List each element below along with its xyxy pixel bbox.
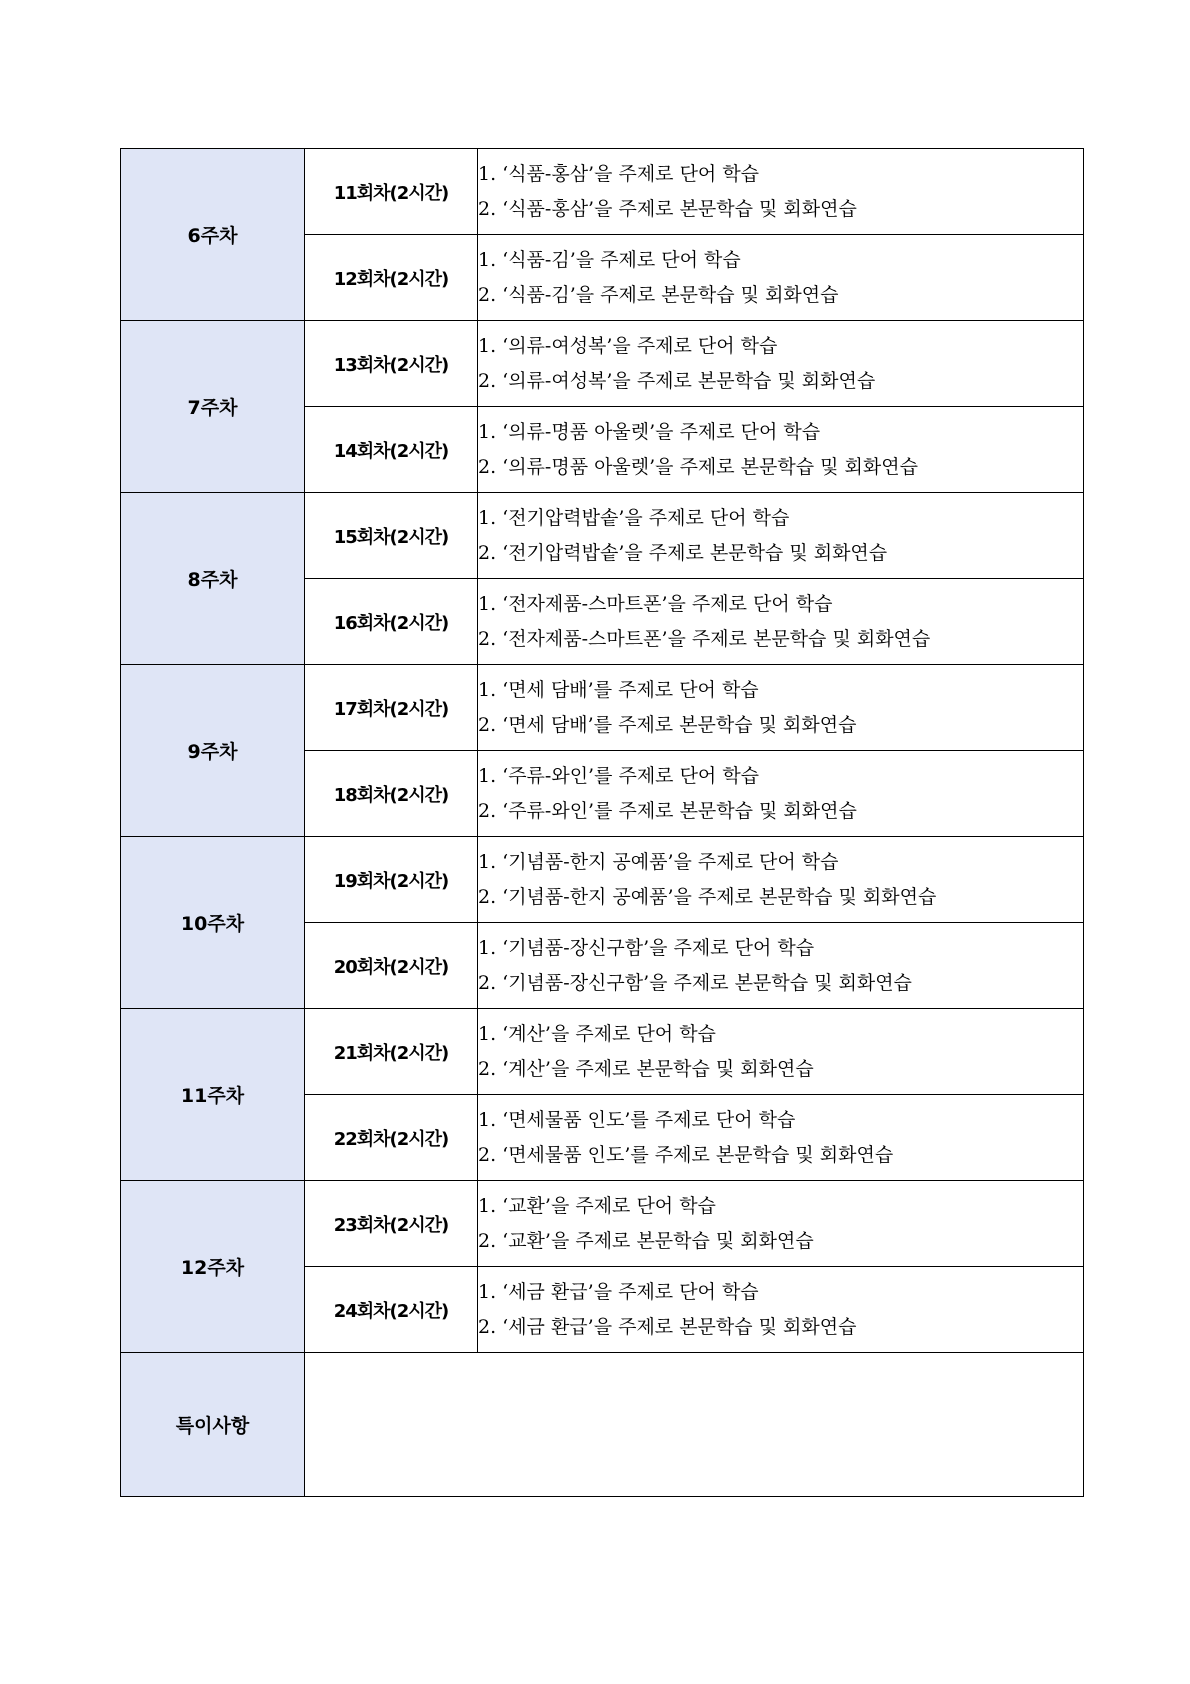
session-content — [478, 837, 1084, 923]
content-line: 2. ‘의류-여성복’을 주제로 본문학습 및 회화연습 — [478, 369, 876, 392]
content-line: 1. ‘기념품-한지 공예품’을 주제로 단어 학습 — [478, 850, 839, 873]
content-line: 2. ‘기념품-한지 공예품’을 주제로 본문학습 및 회화연습 — [478, 885, 937, 908]
content-line: 1. ‘세금 환급’을 주제로 단어 학습 — [478, 1280, 759, 1303]
session-content — [478, 321, 1084, 407]
session-label: 23회차(2시간) — [305, 1181, 478, 1267]
session-label: 13회차(2시간) — [305, 321, 478, 407]
content-line: 1. ‘의류-여성복’을 주제로 단어 학습 — [478, 334, 778, 357]
session-content — [478, 1267, 1084, 1353]
content-line: 1. ‘의류-명품 아울렛’을 주제로 단어 학습 — [478, 420, 821, 443]
schedule-row — [121, 1009, 1084, 1095]
session-label: 20회차(2시간) — [305, 923, 478, 1009]
content-line: 1. ‘식품-홍삼’을 주제로 단어 학습 — [478, 162, 760, 185]
schedule-row — [121, 149, 1084, 235]
week-label: 11주차 — [121, 1009, 305, 1181]
content-line: 1. ‘주류-와인’를 주제로 단어 학습 — [478, 764, 760, 787]
content-line: 2. ‘전기압력밥솥’을 주제로 본문학습 및 회화연습 — [478, 541, 888, 564]
session-label: 15회차(2시간) — [305, 493, 478, 579]
session-label: 22회차(2시간) — [305, 1095, 478, 1181]
session-content — [478, 1181, 1084, 1267]
session-label: 21회차(2시간) — [305, 1009, 478, 1095]
week-label: 12주차 — [121, 1181, 305, 1353]
notes-content — [305, 1353, 1084, 1497]
content-line: 2. ‘식품-홍삼’을 주제로 본문학습 및 회화연습 — [478, 197, 857, 220]
session-label: 14회차(2시간) — [305, 407, 478, 493]
session-label: 16회차(2시간) — [305, 579, 478, 665]
session-label: 24회차(2시간) — [305, 1267, 478, 1353]
content-line: 2. ‘전자제품-스마트폰’을 주제로 본문학습 및 회화연습 — [478, 627, 931, 650]
content-line: 2. ‘세금 환급’을 주제로 본문학습 및 회화연습 — [478, 1315, 857, 1338]
content-line: 1. ‘식품-김’을 주제로 단어 학습 — [478, 248, 741, 271]
content-line: 1. ‘전기압력밥솥’을 주제로 단어 학습 — [478, 506, 790, 529]
content-line: 1. ‘면세 담배’를 주제로 단어 학습 — [478, 678, 759, 701]
session-content — [478, 235, 1084, 321]
session-content — [478, 1095, 1084, 1181]
content-line: 1. ‘기념품-장신구함’을 주제로 단어 학습 — [478, 936, 815, 959]
session-label: 12회차(2시간) — [305, 235, 478, 321]
session-content — [478, 751, 1084, 837]
content-line: 2. ‘면세물품 인도’를 주제로 본문학습 및 회화연습 — [478, 1143, 894, 1166]
week-label: 9주차 — [121, 665, 305, 837]
week-label: 6주차 — [121, 149, 305, 321]
session-content — [478, 923, 1084, 1009]
session-content — [478, 1009, 1084, 1095]
session-content — [478, 493, 1084, 579]
content-line: 1. ‘면세물품 인도’를 주제로 단어 학습 — [478, 1108, 796, 1131]
schedule-row — [121, 321, 1084, 407]
week-label: 7주차 — [121, 321, 305, 493]
content-line: 2. ‘면세 담배’를 주제로 본문학습 및 회화연습 — [478, 713, 857, 736]
notes-label: 특이사항 — [121, 1353, 305, 1497]
session-label: 19회차(2시간) — [305, 837, 478, 923]
session-content — [478, 665, 1084, 751]
content-line: 2. ‘계산’을 주제로 본문학습 및 회화연습 — [478, 1057, 814, 1080]
session-label: 18회차(2시간) — [305, 751, 478, 837]
content-line: 1. ‘계산’을 주제로 단어 학습 — [478, 1022, 716, 1045]
schedule-row — [121, 837, 1084, 923]
content-line: 2. ‘교환’을 주제로 본문학습 및 회화연습 — [478, 1229, 814, 1252]
session-label: 17회차(2시간) — [305, 665, 478, 751]
content-line: 2. ‘주류-와인’를 주제로 본문학습 및 회화연습 — [478, 799, 857, 822]
schedule-table — [120, 148, 1084, 1497]
notes-row — [121, 1353, 1084, 1497]
session-content — [478, 579, 1084, 665]
week-label: 10주차 — [121, 837, 305, 1009]
content-line: 2. ‘기념품-장신구함’을 주제로 본문학습 및 회화연습 — [478, 971, 912, 994]
content-line: 1. ‘전자제품-스마트폰’을 주제로 단어 학습 — [478, 592, 833, 615]
week-label: 8주차 — [121, 493, 305, 665]
schedule-row — [121, 665, 1084, 751]
session-content — [478, 407, 1084, 493]
content-line: 2. ‘의류-명품 아울렛’을 주제로 본문학습 및 회화연습 — [478, 455, 918, 478]
content-line: 1. ‘교환’을 주제로 단어 학습 — [478, 1194, 716, 1217]
schedule-row — [121, 1181, 1084, 1267]
session-label: 11회차(2시간) — [305, 149, 478, 235]
content-line: 2. ‘식품-김’을 주제로 본문학습 및 회화연습 — [478, 283, 839, 306]
schedule-body — [121, 149, 1084, 1497]
session-content — [478, 149, 1084, 235]
schedule-row — [121, 493, 1084, 579]
